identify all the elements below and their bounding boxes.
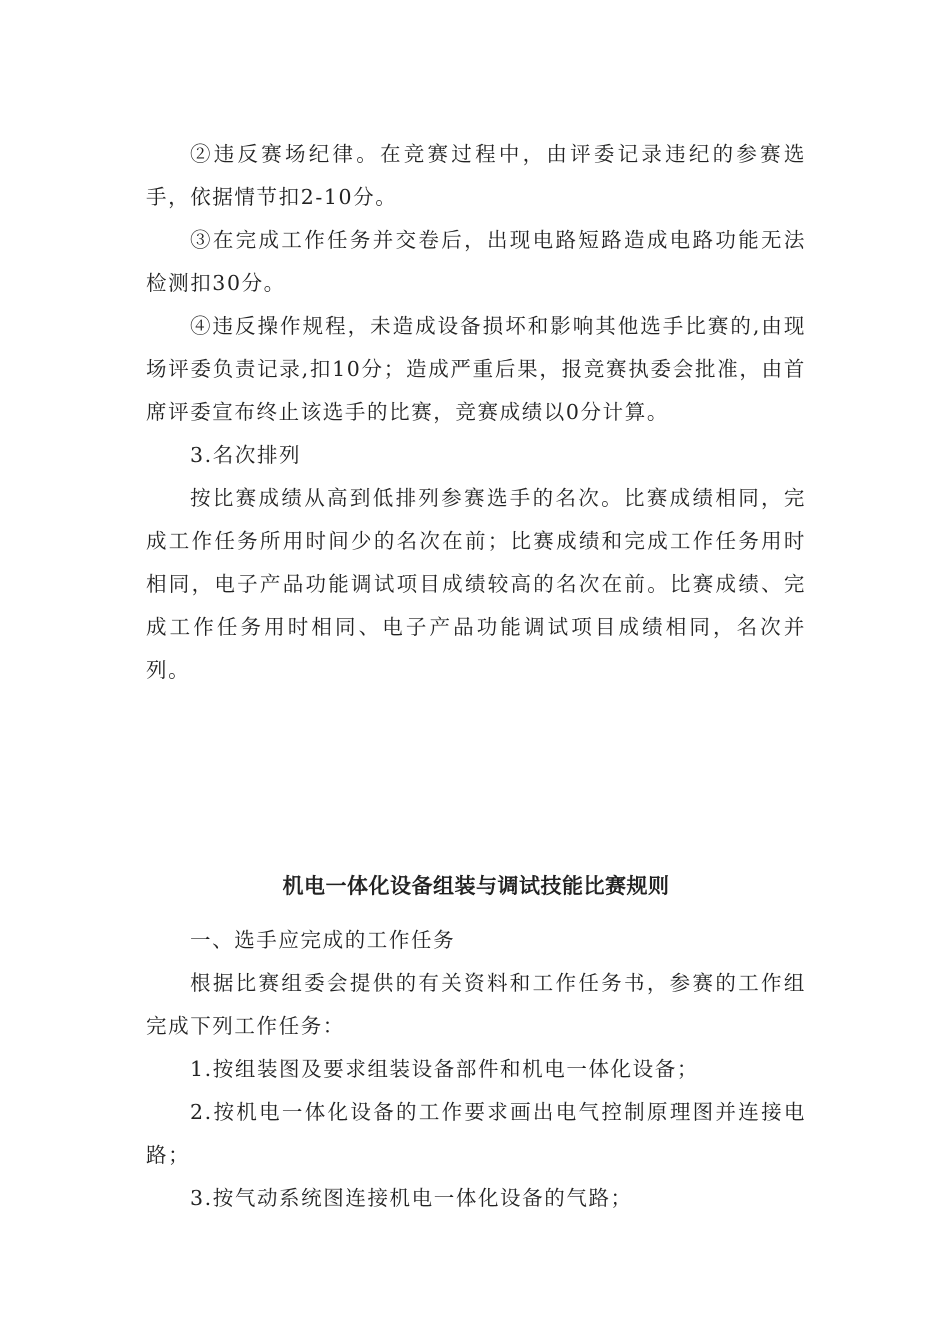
task-item-wiring: 2.按机电一体化设备的工作要求画出电气控制原理图并连接电路； [146,1100,806,1167]
scoring-rules-continued [146,133,806,692]
paragraph-tasks-intro: 根据比赛组委会提供的有关资料和工作任务书，参赛的工作组完成下列工作任务： [146,971,806,1038]
section-title: 机电一体化设备组装与调试技能比赛规则 [282,873,670,898]
paragraph-operation-violation: ④违反操作规程，未造成设备损坏和影响其他选手比赛的,由现场评委负责记录,扣10分；造成严重后果，报竞赛执委会批准，由首席评委宣布终止该选手的比赛，竞赛成绩以0分计算。 [146,314,806,424]
paragraph-ranking-rules: 按比赛成绩从高到低排列参赛选手的名次。比赛成绩相同，完成工作任务所用时间少的名次在前；比赛成绩和完成工作任务用时相同，电子产品功能调试项目成绩较高的名次在前。比赛成绩、完成工作任务用时相同、电子产品功能调试项目成绩相同，名次并列。 [146,486,806,682]
subheading-ranking: 3.名次排列 [190,443,302,467]
task-item-pneumatic: 3.按气动系统图连接机电一体化设备的气路； [190,1186,633,1210]
paragraph-short-circuit-penalty: ③在完成工作任务并交卷后，出现电路短路造成电路功能无法检测扣30分。 [146,228,806,295]
competition-tasks-section [146,919,806,1220]
task-item-assembly: 1.按组装图及要求组装设备部件和机电一体化设备； [190,1057,699,1081]
paragraph-discipline-violation: ②违反赛场纪律。在竞赛过程中，由评委记录违纪的参赛选手，依据情节扣2-10分。 [146,142,806,209]
subheading-tasks: 一、选手应完成的工作任务 [190,928,456,952]
